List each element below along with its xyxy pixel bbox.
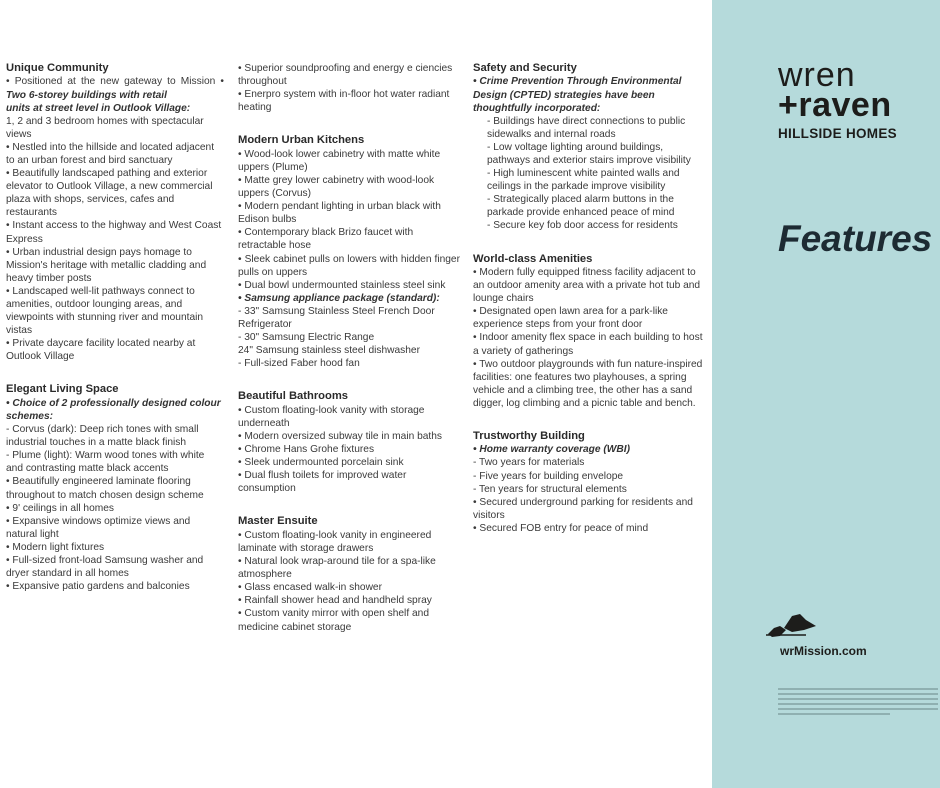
feature-item: • Beautifully landscaped pathing and exterior elevator to Outlook Village, a new commercial plaza with shops, services, cafes and restaurants [6,168,213,219]
feature-item: • Secured underground parking for residents and visitors [473,496,693,521]
feature-item: • Modern light fixtures [6,541,105,553]
feature-item: • Superior soundproofing and energy e ciencies throughout [238,63,453,88]
feature-item: - Ten years for structural elements [473,483,627,495]
brand-logo [778,56,897,141]
brand-panel [712,0,940,788]
feature-item: - Corvus (dark): Deep rich tones with small industrial touches in a matte black finish [6,424,199,449]
birds-icon [766,604,826,640]
feature-section [473,62,703,233]
feature-item: • Indoor amenity flex space in each building to host a variety of gatherings [473,332,703,357]
feature-item: • Secured FOB entry for peace of mind [473,522,649,534]
feature-item: 1, 2 and 3 bedroom homes with spectacular views [6,115,204,140]
feature-item: • Instant access to the highway and West Coast Express [6,220,222,245]
section-title: Elegant Living Space [6,383,119,396]
feature-item: - Buildings have direct connections to public sidewalks and internal roads [487,115,686,140]
feature-item: • Designated open lawn area for a park-like experience steps from your front door [473,306,668,331]
feature-item: • Modern oversized subway tile in main baths [238,430,443,442]
feature-item: • Urban industrial design pays homage to Mission's heritage with metallic cladding and heavy timber posts [6,246,207,284]
feature-section [6,62,224,363]
fine-print [778,688,938,718]
feature-section [6,383,224,593]
feature-item: • Custom vanity mirror with open shelf and medicine cabinet storage [238,608,429,633]
logo-wren: wren [778,56,856,94]
feature-item: • Modern fully equipped fitness facility adjacent to an outdoor amenity area with a private hot tub and lounge chairs [473,266,701,305]
features-heading: Features [778,218,933,259]
feature-section [473,430,703,535]
feature-item: • Chrome Hans Grohe fixtures [238,444,375,456]
section-title: Safety and Security [473,62,577,74]
column-left [6,62,224,613]
feature-section [238,134,460,370]
feature-item: • Glass encased walk-in shower [238,582,382,594]
feature-item: • Expansive windows optimize views and natural light [6,515,191,540]
section-title: Trustworthy Building [473,429,585,442]
feature-item: - Secure key fob door access for residents [487,220,678,232]
feature-item: • 9' ceilings in all homes [6,502,115,514]
feature-item: • Dual flush toilets for improved water consumption [238,470,407,495]
logo-raven: +raven [778,86,892,124]
feature-item: • Crime Prevention Through Environmental Design (CPTED) strategies have been thoughtfully incorporated: [473,76,682,114]
feature-item: units at street level in Outlook Village: [6,102,191,114]
feature-item: • Rainfall shower head and handheld spray [238,595,432,607]
feature-item: • Custom floating-look vanity in engineered laminate with storage drawers [238,529,432,554]
column-middle [238,62,460,654]
feature-item: • Choice of 2 professionally designed colour schemes: [6,397,221,422]
logo-hillside-homes: HILLSIDE HOMES [778,126,897,141]
feature-item: • Beautifully engineered laminate flooring throughout to match chosen design scheme [6,476,204,501]
feature-item: - Plume (light): Warm wood tones with white and contrasting matte black accents [6,450,205,475]
feature-section [238,390,460,495]
feature-item: • Nestled into the hillside and located adjacent to an urban forest and bird sanctuary [6,141,215,166]
section-title: World-class Amenities [473,252,593,265]
feature-item: • Positioned at the new gateway to Mission • Two 6-storey buildings with retail [6,76,224,101]
feature-item: • Sleek cabinet pulls on lowers with hidden finger pulls on uppers [238,253,460,278]
feature-item: • Enerpro system with in-floor hot water radiant heating [238,89,450,114]
feature-item: • Landscaped well-lit pathways connect to amenities, outdoor lounging areas, and viewpoints with stunning river and mountain vistas [6,285,204,337]
feature-item: • Two outdoor playgrounds with fun nature-inspired facilities: one features two playhouses, a spring vehicle and a climbing tree, the other has a sand digger, log climbing and a picnic table and bench. [473,358,703,409]
feature-item: • Full-sized front-load Samsung washer and dryer standard in all homes [6,555,204,580]
feature-item: • Expansive patio gardens and balconies [6,581,190,593]
column-right [473,62,703,555]
feature-item: - 33" Samsung Stainless Steel French Door Refrigerator [238,305,435,330]
feature-item: - Strategically placed alarm buttons in the parkade provide enhanced peace of mind [487,194,675,219]
feature-item: • Private daycare facility located nearby at Outlook Village [6,338,196,363]
feature-item: - Low voltage lighting around buildings, pathways and exterior stairs improve visibility [487,141,691,166]
feature-item: • Custom floating-look vanity with storage underneath [238,404,425,429]
feature-item: • Samsung appliance package (standard): [238,292,440,304]
feature-section [238,515,460,633]
section-title: Modern Urban Kitchens [238,134,365,147]
website-link[interactable]: wrMission.com [780,644,867,658]
feature-item: • Modern pendant lighting in urban black with Edison bulbs [238,201,441,226]
section-title: Beautiful Bathrooms [238,390,349,403]
section-title: Unique Community [6,62,109,74]
feature-item: • Matte grey lower cabinetry with wood-look uppers (Corvus) [238,174,435,200]
feature-item: • Wood-look lower cabinetry with matte white uppers (Plume) [238,148,441,173]
section-title: Master Ensuite [238,515,318,528]
feature-item: • Dual bowl undermounted stainless steel sink [238,279,446,291]
feature-item: • Contemporary black Brizo faucet with retractable hose [238,227,414,252]
feature-item: - Two years for materials [473,457,585,469]
feature-section [473,253,703,410]
feature-section [238,62,460,114]
feature-item: - Five years for building envelope [473,470,624,482]
feature-item: - Full-sized Faber hood fan [238,358,360,370]
feature-item: 24" Samsung stainless steel dishwasher [238,345,420,357]
feature-item: • Home warranty coverage (WBI) [473,444,630,456]
feature-item: • Natural look wrap-around tile for a spa-like atmosphere [238,556,436,581]
feature-item: • Sleek undermounted porcelain sink [238,457,404,469]
feature-item: - High luminescent white painted walls and ceilings in the parkade improve visibility [487,168,680,193]
feature-item: - 30" Samsung Electric Range [238,332,375,344]
